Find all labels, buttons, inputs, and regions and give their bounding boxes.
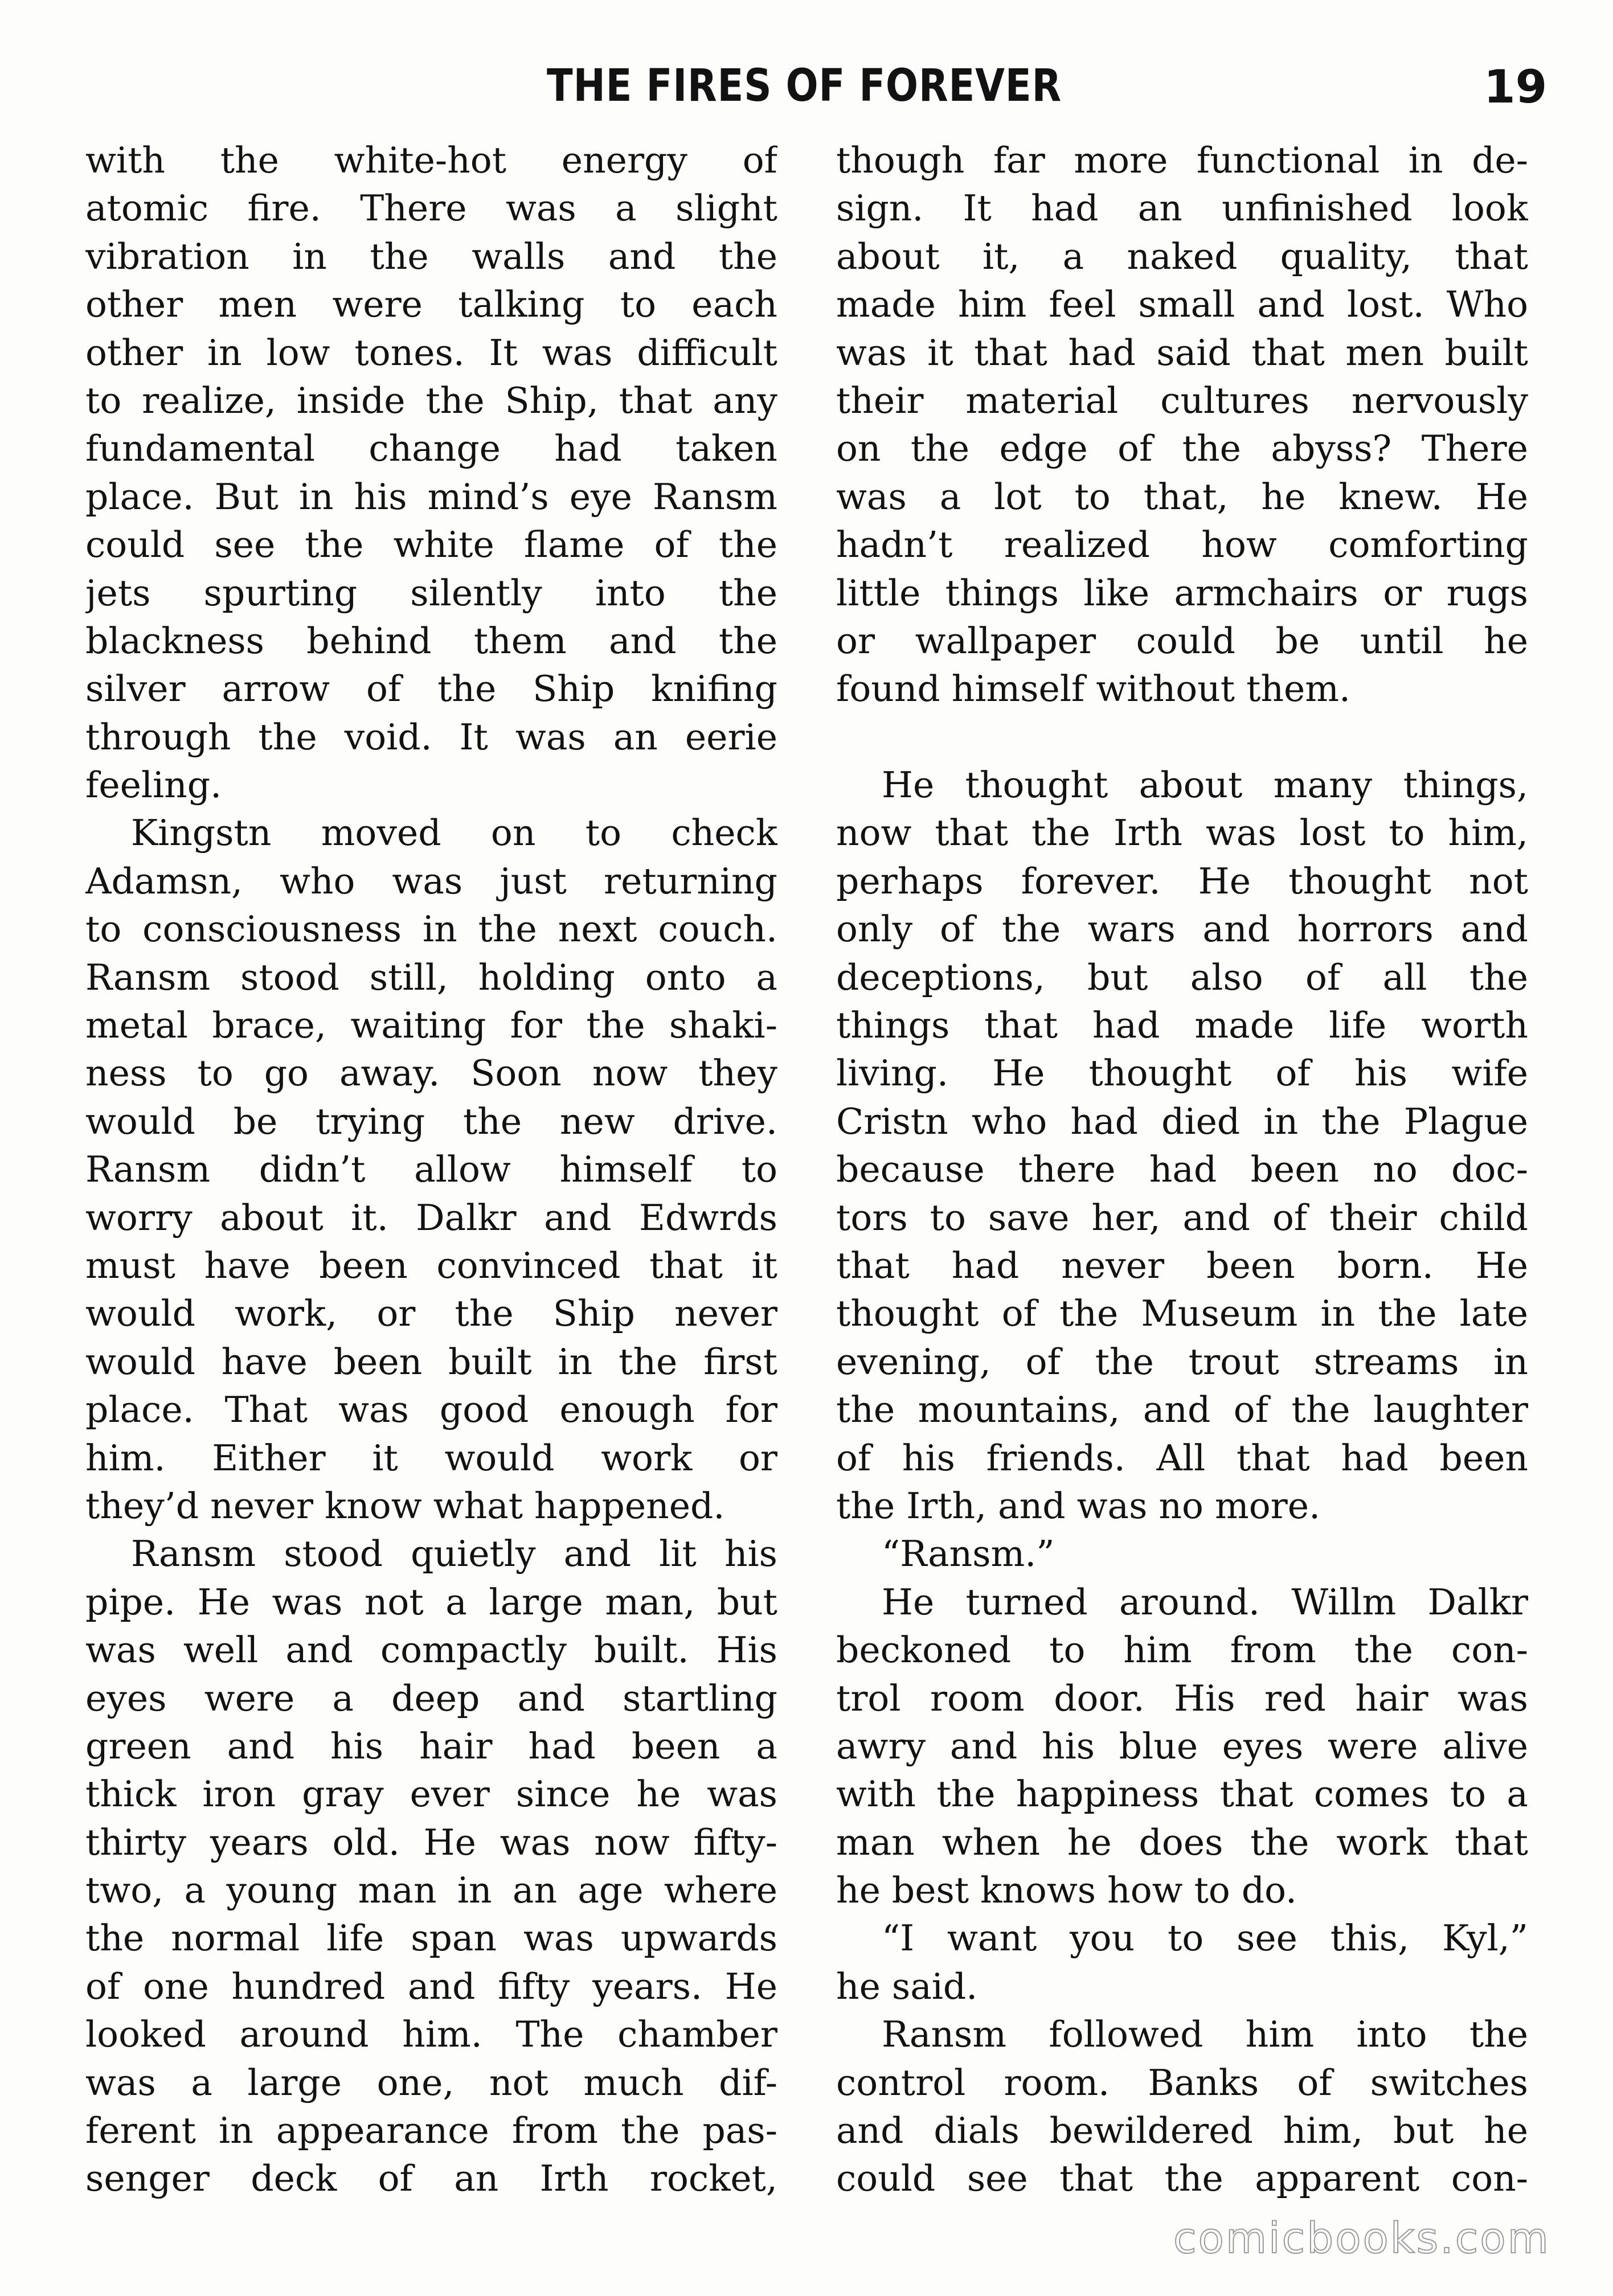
text-line: with the happiness that comes to a — [836, 1773, 1528, 1815]
text-line: green and his hair had been a — [85, 1725, 777, 1767]
text-line: he best knows how to do. — [836, 1869, 1297, 1912]
page-header — [0, 50, 1613, 124]
text-line: trol room door. His red hair was — [836, 1677, 1528, 1719]
text-line: Ransm stood quietly and lit his — [131, 1533, 777, 1575]
text-line: was a lot to that, he knew. He — [836, 475, 1528, 518]
running-title: THE FIRES OF FOREVER — [547, 60, 1062, 112]
text-line: other in low tones. It was difficult — [85, 331, 777, 374]
text-line: was well and compactly built. His — [85, 1629, 777, 1671]
text-line: made him feel small and lost. Who — [836, 284, 1528, 326]
text-line: was it that had said that men built — [836, 331, 1528, 374]
text-line: would work, or the Ship never — [85, 1293, 777, 1335]
text-line: ness to go away. Soon now they — [85, 1052, 777, 1094]
text-line: found himself without them. — [836, 668, 1351, 710]
text-line: through the void. It was an eerie — [85, 716, 777, 758]
text-line: senger deck of an Irth rocket, — [85, 2158, 777, 2200]
text-line: that had never been born. He — [836, 1244, 1528, 1286]
text-line: Ransm didn’t allow himself to — [85, 1149, 777, 1191]
text-line: deceptions, but also of all the — [836, 956, 1528, 998]
text-line: jets spurting silently into the — [85, 572, 777, 614]
text-line: eyes were a deep and startling — [85, 1677, 777, 1719]
text-line: Ransm stood still, holding onto a — [85, 956, 777, 998]
text-line: of his friends. All that had been — [836, 1437, 1528, 1479]
text-line: awry and his blue eyes were alive — [836, 1725, 1528, 1767]
text-line: sign. It had an unfinished look — [836, 187, 1528, 229]
text-line: He turned around. Willm Dalkr — [882, 1581, 1528, 1623]
text-line: because there had been no doc- — [836, 1149, 1528, 1191]
text-line: two, a young man in an age where — [85, 1869, 777, 1912]
text-line: thick iron gray ever since he was — [85, 1773, 777, 1815]
text-line: him. Either it would work or — [85, 1437, 777, 1479]
text-line: other men were talking to each — [85, 284, 777, 326]
text-line: thought of the Museum in the late — [836, 1293, 1528, 1335]
text-line: atomic fire. There was a slight — [85, 187, 777, 229]
text-line: or wallpaper could be until he — [836, 620, 1528, 662]
text-line: looked around him. The chamber — [85, 2014, 777, 2056]
text-line: He thought about many things, — [882, 764, 1528, 806]
text-line: the Irth, and was no more. — [836, 1485, 1321, 1527]
text-line: now that the Irth was lost to him, — [836, 812, 1528, 854]
text-line: could see that the apparent con- — [836, 2158, 1528, 2200]
text-line: and dials bewildered him, but he — [836, 2110, 1528, 2152]
text-line: the normal life span was upwards — [85, 1917, 777, 1959]
text-line: beckoned to him from the con- — [836, 1629, 1528, 1671]
text-line: to consciousness in the next couch. — [85, 908, 777, 950]
left-text-column — [85, 137, 777, 2203]
text-line: their material cultures nervously — [836, 379, 1528, 421]
text-line: Cristn who had died in the Plague — [836, 1100, 1528, 1142]
text-line: the mountains, and of the laughter — [836, 1389, 1528, 1431]
text-line: Ransm followed him into the — [882, 2014, 1528, 2056]
text-line: living. He thought of his wife — [836, 1052, 1528, 1094]
text-line: silver arrow of the Ship knifing — [85, 668, 777, 710]
text-line: “I want you to see this, Kyl,” — [882, 1917, 1528, 1959]
text-line: blackness behind them and the — [85, 620, 777, 662]
text-line: ferent in appearance from the pas- — [85, 2110, 777, 2152]
text-line: to realize, inside the Ship, that any — [85, 379, 777, 421]
text-line: only of the wars and horrors and — [836, 908, 1528, 950]
right-text-column — [836, 137, 1528, 2203]
text-line — [836, 714, 1528, 761]
text-line: of one hundred and fifty years. He — [85, 1965, 777, 2007]
text-line: with the white-hot energy of — [85, 140, 777, 181]
text-line: was a large one, not much dif- — [85, 2061, 777, 2104]
text-line: worry about it. Dalkr and Edwrds — [85, 1196, 777, 1239]
text-line: vibration in the walls and the — [85, 235, 777, 277]
text-line: Adamsn, who was just returning — [85, 860, 777, 902]
text-line: tors to save her, and of their child — [836, 1196, 1528, 1239]
text-line: he said. — [836, 1965, 978, 2007]
text-line: things that had made life worth — [836, 1004, 1528, 1047]
text-line: though far more functional in de- — [836, 140, 1528, 181]
text-line: place. That was good enough for — [85, 1389, 777, 1431]
watermark: comicbooks.com — [1173, 2214, 1550, 2263]
text-line: feeling. — [85, 764, 222, 806]
text-line: hadn’t realized how comforting — [836, 524, 1528, 566]
text-line: about it, a naked quality, that — [836, 235, 1528, 277]
text-line: place. But in his mind’s eye Ransm — [85, 475, 777, 518]
text-line: control room. Banks of switches — [836, 2061, 1528, 2104]
text-line: on the edge of the abyss? There — [836, 428, 1528, 470]
text-line: evening, of the trout streams in — [836, 1340, 1528, 1383]
text-line: could see the white flame of the — [85, 524, 777, 566]
text-line: thirty years old. He was now fifty- — [85, 1821, 777, 1863]
text-line: little things like armchairs or rugs — [836, 572, 1528, 614]
page-number: 19 — [1484, 60, 1548, 113]
text-line: pipe. He was not a large man, but — [85, 1581, 777, 1623]
text-line: would have been built in the first — [85, 1340, 777, 1383]
text-line: must have been convinced that it — [85, 1244, 777, 1286]
text-line: they’d never know what happened. — [85, 1485, 725, 1527]
text-line: man when he does the work that — [836, 1821, 1528, 1863]
text-line: “Ransm.” — [882, 1533, 1055, 1575]
text-line: Kingstn moved on to check — [131, 812, 777, 854]
text-line: fundamental change had taken — [85, 428, 777, 470]
text-line: metal brace, waiting for the shaki- — [85, 1004, 777, 1047]
text-line: perhaps forever. He thought not — [836, 860, 1528, 902]
text-line: would be trying the new drive. — [85, 1100, 777, 1142]
